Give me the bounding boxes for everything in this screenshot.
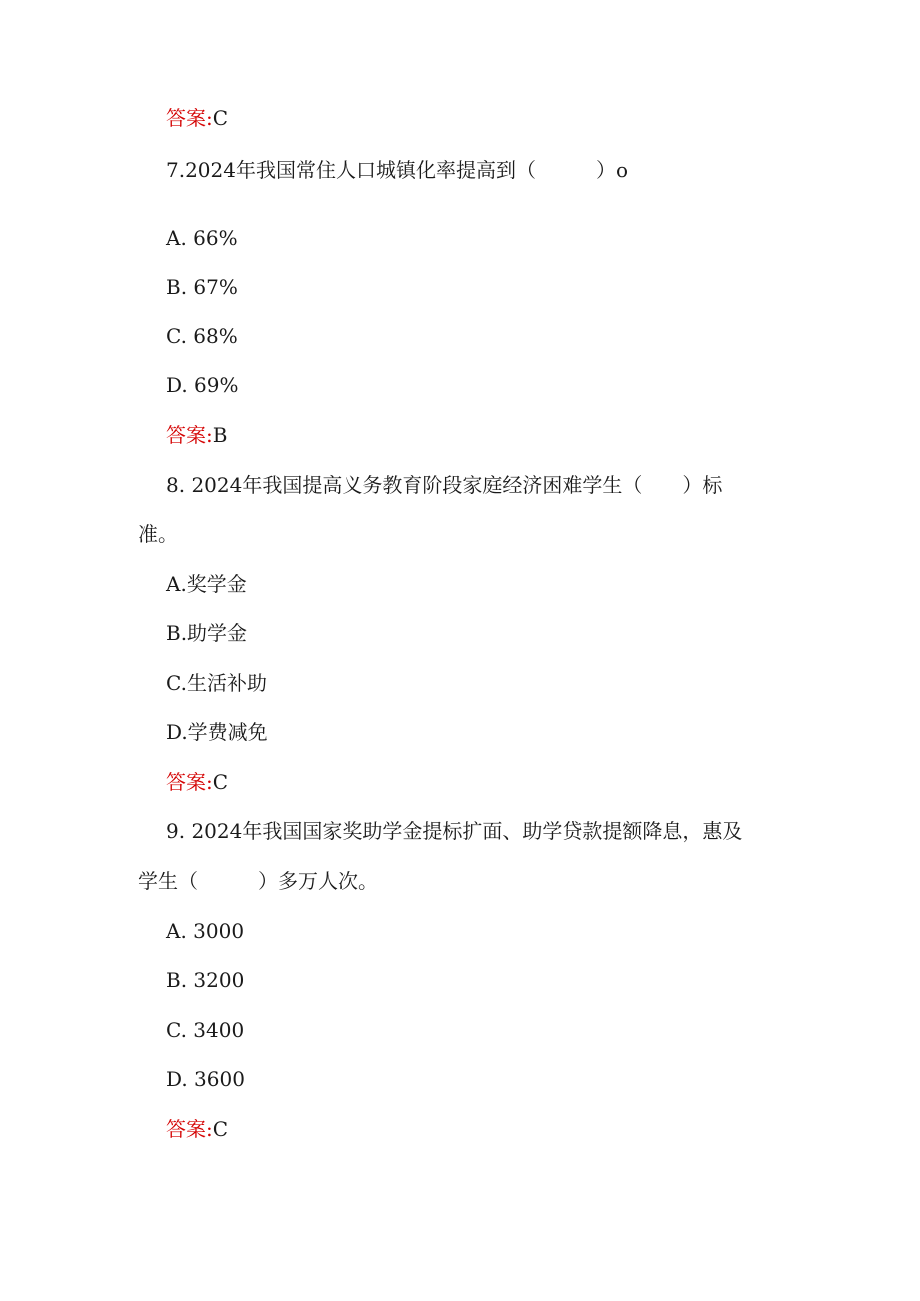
question-9-option-c: C. 3400 [166, 1018, 245, 1042]
question-9-answer [166, 1115, 228, 1143]
answer-value: C [212, 770, 229, 794]
question-8-stem-line1: 8. 2024年我国提高义务教育阶段家庭经济困难学生（ ）标 [166, 473, 723, 497]
question-7-stem: 7.2024年我国常住人口城镇化率提高到（ ）o [166, 158, 629, 182]
question-9-option-d: D. 3600 [166, 1067, 245, 1091]
question-8-option-a: A.奖学金 [166, 572, 247, 596]
answer-label: 答案: [166, 106, 213, 130]
question-9-stem-line1: 9. 2024年我国国家奖助学金提标扩面、助学贷款提额降息，惠及 [166, 819, 743, 843]
question-8-answer [166, 768, 228, 796]
question-7-answer [166, 421, 227, 449]
question-7-option-d: D. 69% [166, 373, 239, 397]
question-7-option-b: B. 67% [166, 275, 238, 299]
question-7-option-a: A. 66% [166, 226, 238, 250]
question-9-option-b: B. 3200 [166, 968, 245, 992]
question-9-stem-line2: 学生（ ）多万人次。 [138, 869, 378, 893]
answer-label: 答案: [166, 1117, 213, 1141]
answer-label: 答案: [166, 770, 213, 794]
question-9-option-a: A. 3000 [166, 919, 245, 943]
question-7-option-c: C. 68% [166, 324, 238, 348]
question-8-option-c: C.生活补助 [166, 671, 267, 695]
answer-prev [166, 104, 228, 132]
question-8-option-d: D.学费减免 [166, 720, 268, 744]
question-8-stem-line2: 准。 [138, 522, 178, 546]
answer-label: 答案: [166, 423, 213, 447]
answer-value: B [212, 423, 228, 447]
question-8-option-b: B.助学金 [166, 621, 248, 645]
answer-value: C [212, 106, 229, 130]
answer-value: C [212, 1117, 229, 1141]
